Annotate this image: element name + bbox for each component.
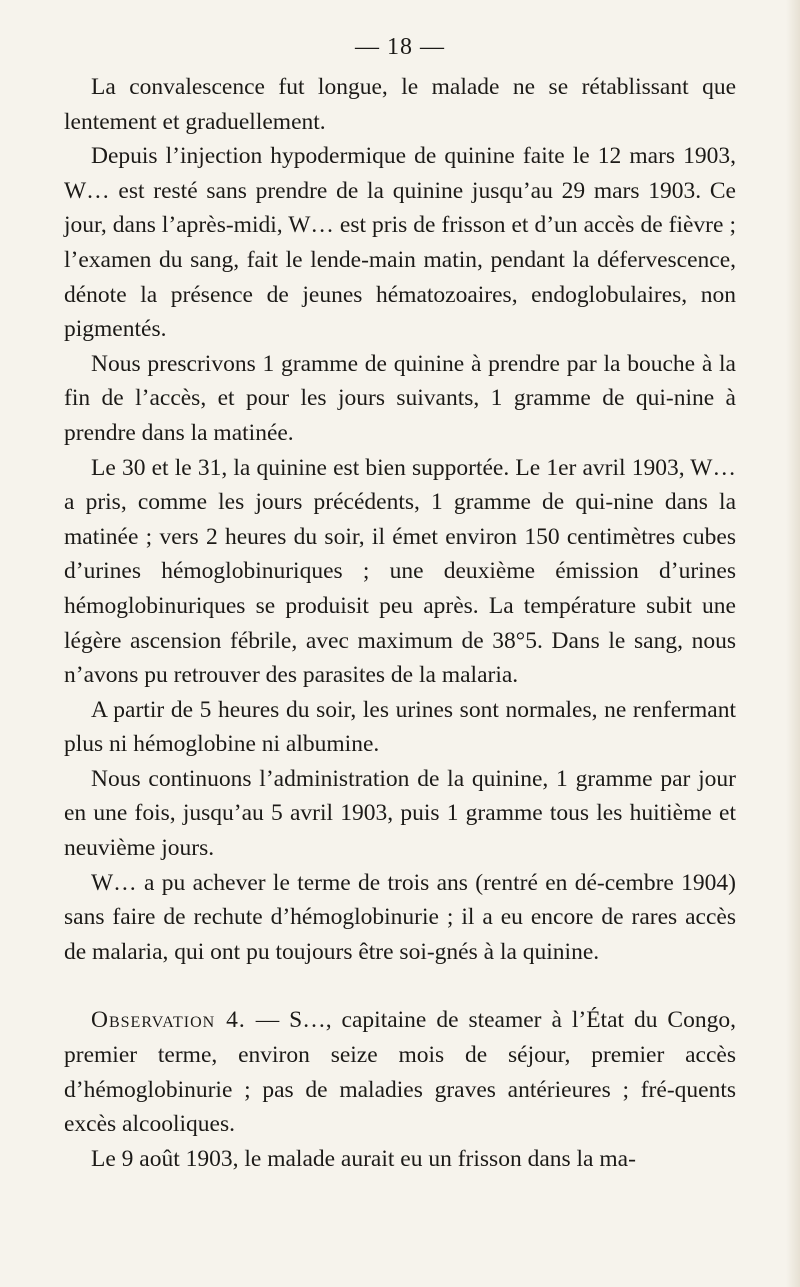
page-edge-shadow <box>786 0 800 1287</box>
observation-text: — S…, capitaine de steamer à l’État du Congo, premier terme, environ seize mois de séjour, premier accès d’hémoglobinurie ; pas de maladies graves antérieures ; fré-quents excès alcooliques. <box>64 1007 736 1138</box>
paragraph-prescription: Nous prescrivons 1 gramme de quinine à prendre par la bouche à la fin de l’accès, et pour les jours suivants, 1 gramme de qui-nine à prendre dans la matinée. <box>64 350 736 446</box>
observation-paragraph <box>64 1003 736 1141</box>
paragraph-outcome: W… a pu achever le terme de trois ans (rentré en dé-cembre 1904) sans faire de rechute d’hémoglobinurie ; il a eu encore de rares accès de malaria, qui ont pu toujours être soi-gnés à la quinine. <box>64 869 736 965</box>
paragraph-injection: Depuis l’injection hypodermique de quinine faite le 12 mars 1903, W… est resté sans prendre de la quinine jusqu’au 29 mars 1903. Ce jour, dans l’après-midi, W… est pris de frisson et d’un accès de fièvre ; l’examen du sang, fait le lende-main matin, pendant la défervescence, dénote la présence de jeunes hématozoaires, endoglobulaires, non pigmentés. <box>64 143 736 343</box>
paragraph-convalescence: La convalescence fut longue, le malade ne se rétablissant que lentement et graduellement. <box>64 74 736 135</box>
page-number: — 18 — <box>355 34 445 60</box>
section-spacer <box>64 969 736 1003</box>
paragraph-urines-normal: A partir de 5 heures du soir, les urines sont normales, ne renfermant plus ni hémoglobine ni albumine. <box>64 696 736 758</box>
paragraph-hemoglobinuria: Le 30 et le 31, la quinine est bien supportée. Le 1er avril 1903, W… a pris, comme les jours précédents, 1 gramme de qui-nine dans la matinée ; vers 2 heures du soir, il émet environ 150 centimètres cubes d’urines hémoglobinuriques ; une deuxième émission d’urines hémoglobinuriques se produisit peu après. La température subit une légère ascension fébrile, avec maximum de 38°5. Dans le sang, nous n’avons pu retrouver des parasites de la malaria. <box>64 454 736 689</box>
body-text <box>64 70 736 1176</box>
observation-heading: Observation 4. <box>91 1007 246 1034</box>
paragraph-last: Le 9 août 1903, le malade aurait eu un frisson dans la ma- <box>91 1145 636 1172</box>
paragraph-continued-quinine: Nous continuons l’administration de la quinine, 1 gramme par jour en une fois, jusqu’au 5 avril 1903, puis 1 gramme tous les huitième et neuvième jours. <box>64 765 736 862</box>
